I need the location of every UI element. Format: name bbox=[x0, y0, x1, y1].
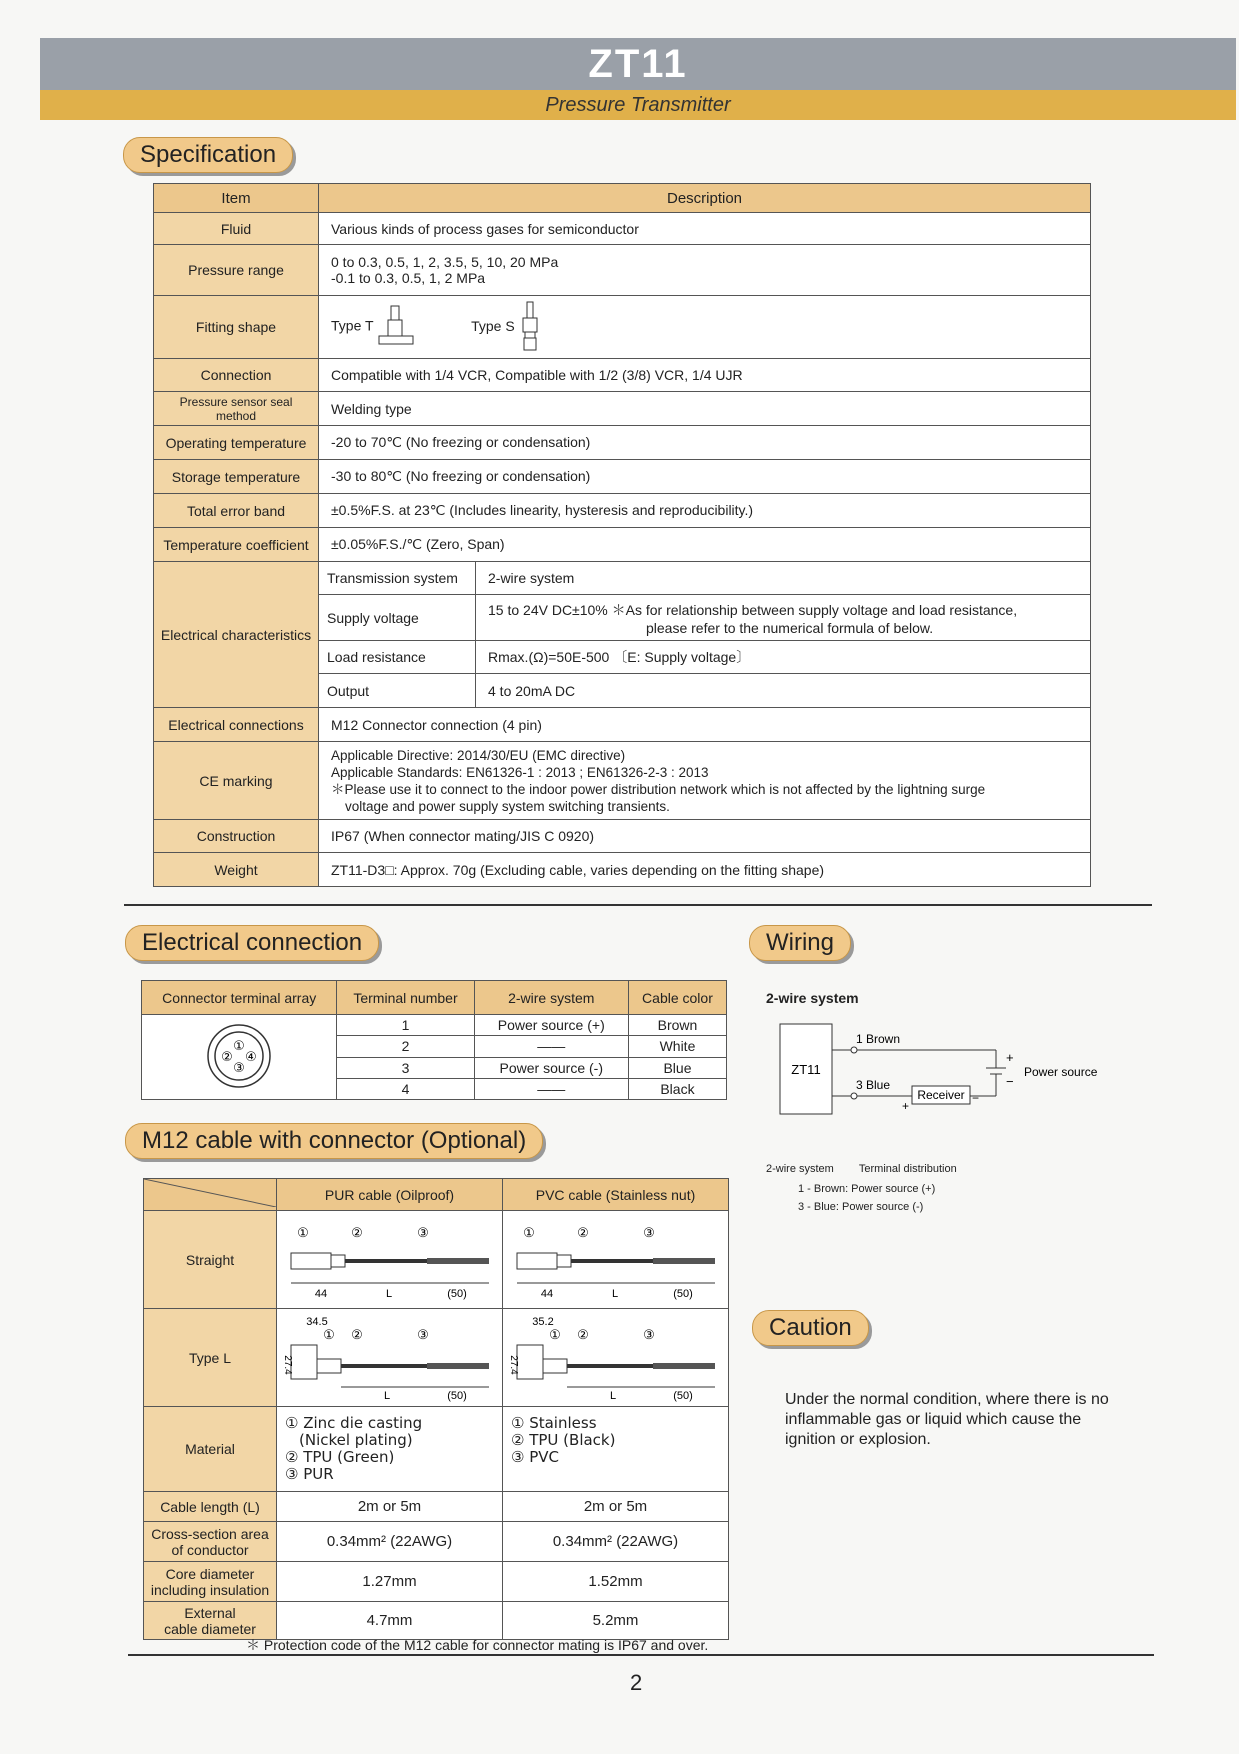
pur-cross-section: 0.34mm² (22AWG) bbox=[277, 1522, 503, 1562]
m12-header-pur: PUR cable (Oilproof) bbox=[277, 1179, 503, 1211]
dim-l: L bbox=[611, 1288, 619, 1300]
pur-type-l-drawing bbox=[277, 1309, 503, 1407]
dim-50: (50) bbox=[673, 1288, 693, 1300]
section-caution: Caution bbox=[752, 1310, 869, 1346]
ce-line4: voltage and power supply system switching transients. bbox=[345, 798, 670, 814]
terminal-number: 1 bbox=[337, 1015, 474, 1036]
subtitle: Pressure Transmitter bbox=[545, 94, 731, 116]
callout-3: ③ bbox=[643, 1225, 655, 1240]
page-number: 2 bbox=[630, 1670, 643, 1695]
ec-header-system: 2-wire system bbox=[474, 981, 628, 1015]
label-output: Output bbox=[319, 674, 476, 708]
label-ce-marking: CE marking bbox=[154, 742, 319, 820]
value-output: 4 to 20mA DC bbox=[476, 674, 1091, 708]
pur-external-diameter: 4.7mm bbox=[277, 1602, 503, 1640]
pur-mat-3: ③ PUR bbox=[285, 1465, 334, 1483]
core-l1: Core diameter bbox=[165, 1565, 255, 1582]
label-fitting-shape: Fitting shape bbox=[154, 296, 319, 359]
value-transmission: 2-wire system bbox=[476, 562, 1091, 595]
pvc-material bbox=[503, 1407, 729, 1492]
pur-cable-length: 2m or 5m bbox=[277, 1492, 503, 1522]
dim-l: L bbox=[383, 1390, 391, 1402]
dim-44: 44 bbox=[540, 1288, 554, 1300]
pur-mat-1: ① Zinc die casting bbox=[285, 1414, 423, 1432]
dim-27-4: 27.4 bbox=[282, 1355, 293, 1375]
label-connection: Connection bbox=[154, 359, 319, 392]
terminal-number: 3 bbox=[337, 1057, 474, 1078]
label-op-temp: Operating temperature bbox=[154, 426, 319, 460]
label-fluid: Fluid bbox=[154, 213, 319, 245]
wiring-diagram bbox=[766, 990, 1136, 1213]
ec-header-terminal: Terminal number bbox=[337, 981, 474, 1015]
value-pressure-range bbox=[319, 245, 1091, 296]
label-elec-connections: Electrical connections bbox=[154, 708, 319, 742]
terminal-system: Power source (-) bbox=[474, 1057, 628, 1078]
type-t-label: Type T bbox=[331, 317, 374, 334]
cross-section-l2: of conductor bbox=[171, 1541, 249, 1558]
cross-section-l1: Cross-section area bbox=[151, 1525, 269, 1542]
m12-footnote: ＊ Protection code of the M12 cable for connector mating is IP67 and over. bbox=[246, 1637, 709, 1653]
type-t-fitting-icon bbox=[377, 302, 417, 352]
section-m12-cable: M12 cable with connector (Optional) bbox=[125, 1123, 543, 1159]
pur-straight-drawing bbox=[277, 1211, 503, 1309]
power-source-label: Power source bbox=[1024, 1065, 1098, 1079]
external-l1: External bbox=[184, 1604, 236, 1621]
legend-col2: Terminal distribution bbox=[858, 1163, 957, 1175]
dim-35-2: 35.2 bbox=[532, 1316, 554, 1328]
pvc-external-diameter: 5.2mm bbox=[503, 1602, 729, 1640]
label-load-resistance: Load resistance bbox=[319, 641, 476, 674]
value-connection: Compatible with 1/4 VCR, Compatible with 1/2 (3/8) VCR, 1/4 UJR bbox=[319, 359, 1091, 392]
m12-connector-icon bbox=[204, 1021, 274, 1091]
label-pressure-range: Pressure range bbox=[154, 245, 319, 296]
dim-l: L bbox=[609, 1390, 617, 1402]
pvc-straight-drawing bbox=[503, 1211, 729, 1309]
label-material: Material bbox=[144, 1407, 277, 1492]
straight-cable-drawing bbox=[503, 1211, 725, 1305]
spec-table bbox=[153, 183, 1091, 887]
label-storage-temp: Storage temperature bbox=[154, 460, 319, 494]
label-transmission: Transmission system bbox=[319, 562, 476, 595]
terminal-color: Blue bbox=[628, 1057, 726, 1078]
dim-50: (50) bbox=[447, 1288, 467, 1300]
label-construction: Construction bbox=[154, 820, 319, 853]
value-weight: ZT11-D3□: Approx. 70g (Excluding cable, varies depending on the fitting shape) bbox=[319, 853, 1091, 887]
dim-44: 44 bbox=[314, 1288, 328, 1300]
power-plus: + bbox=[1006, 1050, 1014, 1065]
col-item: Item bbox=[154, 184, 319, 213]
pvc-cable-length: 2m or 5m bbox=[503, 1492, 729, 1522]
section-wiring: Wiring bbox=[749, 925, 851, 961]
terminal-color: White bbox=[628, 1036, 726, 1057]
type-s-label: Type S bbox=[471, 317, 515, 334]
connector-array-cell bbox=[142, 1015, 337, 1100]
header-banner bbox=[40, 38, 1236, 120]
dim-50: (50) bbox=[673, 1390, 693, 1402]
value-fitting-shape bbox=[319, 296, 1091, 359]
terminal-system: Power source (+) bbox=[474, 1015, 628, 1036]
dim-34-5: 34.5 bbox=[306, 1316, 328, 1328]
pvc-mat-3: ③ PVC bbox=[511, 1448, 559, 1466]
value-load-resistance: Rmax.(Ω)=50E-500 〔E: Supply voltage〕 bbox=[476, 641, 1091, 674]
ce-line2: Applicable Standards: EN61326-1 : 2013 ; EN61326-2-3 : 2013 bbox=[331, 764, 709, 780]
callout-2: ② bbox=[577, 1327, 589, 1342]
terminal-color: Black bbox=[628, 1078, 726, 1099]
col-desc: Description bbox=[319, 184, 1091, 213]
label-total-error: Total error band bbox=[154, 494, 319, 528]
callout-2: ② bbox=[351, 1327, 363, 1342]
value-fluid: Various kinds of process gases for semiconductor bbox=[319, 213, 1091, 245]
callout-1: ① bbox=[523, 1225, 535, 1240]
pvc-type-l-drawing bbox=[503, 1309, 729, 1407]
wiring-device-label: ZT11 bbox=[791, 1062, 821, 1077]
dim-50: (50) bbox=[447, 1390, 467, 1402]
value-seal-method: Welding type bbox=[319, 392, 1091, 426]
corner-diagonal bbox=[144, 1179, 276, 1207]
callout-1: ① bbox=[323, 1327, 335, 1342]
label-supply-voltage: Supply voltage bbox=[319, 595, 476, 641]
label-external-diameter bbox=[144, 1602, 277, 1640]
label-cross-section bbox=[144, 1522, 277, 1562]
callout-3: ③ bbox=[643, 1327, 655, 1342]
terminal-number: 4 bbox=[337, 1078, 474, 1099]
wiring-title: 2-wire system bbox=[766, 990, 859, 1006]
label-straight: Straight bbox=[144, 1211, 277, 1309]
callout-3: ③ bbox=[417, 1225, 429, 1240]
pin-4: ④ bbox=[245, 1049, 258, 1065]
pur-mat-1b: (Nickel plating) bbox=[299, 1431, 413, 1449]
divider-bottom bbox=[128, 1654, 1154, 1656]
caution-text: Under the normal condition, where there is no inflammable gas or liquid which cause the ignition or explosion. bbox=[785, 1391, 1109, 1448]
value-elec-connections: M12 Connector connection (4 pin) bbox=[319, 708, 1091, 742]
pur-core-diameter: 1.27mm bbox=[277, 1562, 503, 1602]
label-temp-coef: Temperature coefficient bbox=[154, 528, 319, 562]
supply-line2: please refer to the numerical formula of below. bbox=[646, 619, 934, 636]
pin-1: ① bbox=[233, 1038, 246, 1054]
core-l2: including insulation bbox=[150, 1581, 270, 1598]
legend-brown: 1 - Brown: Power source (+) bbox=[798, 1183, 936, 1195]
callout-1: ① bbox=[297, 1225, 309, 1240]
legend-col1: 2-wire system bbox=[766, 1163, 834, 1175]
wire3-label: 3 Blue bbox=[856, 1078, 891, 1092]
callout-3: ③ bbox=[417, 1327, 429, 1342]
power-minus: − bbox=[1006, 1074, 1014, 1089]
pvc-mat-2: ② TPU (Black) bbox=[511, 1431, 616, 1449]
supply-line1: 15 to 24V DC±10% ＊As for relationship between supply voltage and load resistance, bbox=[488, 601, 1018, 618]
callout-1: ① bbox=[549, 1327, 561, 1342]
pur-material bbox=[277, 1407, 503, 1492]
label-seal-method: Pressure sensor seal method bbox=[154, 392, 319, 426]
wire1-label: 1 Brown bbox=[856, 1032, 901, 1046]
value-storage-temp: -30 to 80℃ (No freezing or condensation) bbox=[319, 460, 1091, 494]
pressure-range-line1: 0 to 0.3, 0.5, 1, 2, 3.5, 5, 10, 20 MPa bbox=[331, 254, 559, 270]
type-l-cable-drawing bbox=[503, 1309, 725, 1403]
model-title: ZT11 bbox=[588, 42, 688, 86]
receiver-label: Receiver bbox=[917, 1088, 965, 1102]
m12-corner-cell bbox=[144, 1179, 277, 1211]
pressure-range-line2: -0.1 to 0.3, 0.5, 1, 2 MPa bbox=[331, 270, 486, 286]
value-temp-coef: ±0.05%F.S./℃ (Zero, Span) bbox=[319, 528, 1091, 562]
label-cable-length: Cable length (L) bbox=[144, 1492, 277, 1522]
pvc-cross-section: 0.34mm² (22AWG) bbox=[503, 1522, 729, 1562]
value-total-error: ±0.5%F.S. at 23℃ (Includes linearity, hysteresis and reproducibility.) bbox=[319, 494, 1091, 528]
label-electrical: Electrical characteristics bbox=[154, 562, 319, 708]
wiring-schematic bbox=[766, 1010, 1136, 1130]
pin-3: ③ bbox=[233, 1060, 246, 1076]
pin-2: ② bbox=[221, 1049, 234, 1065]
value-ce-marking bbox=[319, 742, 1091, 820]
value-supply-voltage bbox=[476, 595, 1091, 641]
ce-line1: Applicable Directive: 2014/30/EU (EMC directive) bbox=[331, 747, 626, 763]
label-core-diameter bbox=[144, 1562, 277, 1602]
pvc-core-diameter: 1.52mm bbox=[503, 1562, 729, 1602]
label-weight: Weight bbox=[154, 853, 319, 887]
receiver-plus: + bbox=[902, 1099, 910, 1113]
dim-l: L bbox=[385, 1288, 393, 1300]
terminal-number: 2 bbox=[337, 1036, 474, 1057]
ec-header-array: Connector terminal array bbox=[142, 981, 337, 1015]
external-l2: cable diameter bbox=[164, 1620, 256, 1637]
section-electrical-connection: Electrical connection bbox=[125, 925, 379, 961]
callout-2: ② bbox=[577, 1225, 589, 1240]
callout-2: ② bbox=[351, 1225, 363, 1240]
terminal-system: —— bbox=[474, 1078, 628, 1099]
straight-cable-drawing bbox=[277, 1211, 499, 1305]
m12-cable-table bbox=[143, 1178, 729, 1640]
dim-27-4: 27.4 bbox=[508, 1355, 519, 1375]
terminal-system: —— bbox=[474, 1036, 628, 1057]
pvc-mat-1: ① Stainless bbox=[511, 1414, 597, 1432]
type-l-cable-drawing bbox=[277, 1309, 499, 1403]
value-op-temp: -20 to 70℃ (No freezing or condensation) bbox=[319, 426, 1091, 460]
pur-mat-2: ② TPU (Green) bbox=[285, 1448, 395, 1466]
legend-blue: 3 - Blue: Power source (-) bbox=[798, 1201, 924, 1213]
terminal-color: Brown bbox=[628, 1015, 726, 1036]
wiring-legend bbox=[766, 1163, 1136, 1213]
type-s-fitting-icon bbox=[519, 300, 543, 354]
label-type-l: Type L bbox=[144, 1309, 277, 1407]
section-specification: Specification bbox=[123, 137, 293, 173]
ce-line3: ＊Please use it to connect to the indoor power distribution network which is not affected by the lightning surge bbox=[331, 781, 986, 797]
m12-header-pvc: PVC cable (Stainless nut) bbox=[503, 1179, 729, 1211]
receiver-minus: − bbox=[972, 1091, 980, 1105]
value-construction: IP67 (When connector mating/JIS C 0920) bbox=[319, 820, 1091, 853]
electrical-connection-table bbox=[141, 980, 727, 1100]
divider-top bbox=[124, 904, 1152, 906]
ec-header-color: Cable color bbox=[628, 981, 726, 1015]
